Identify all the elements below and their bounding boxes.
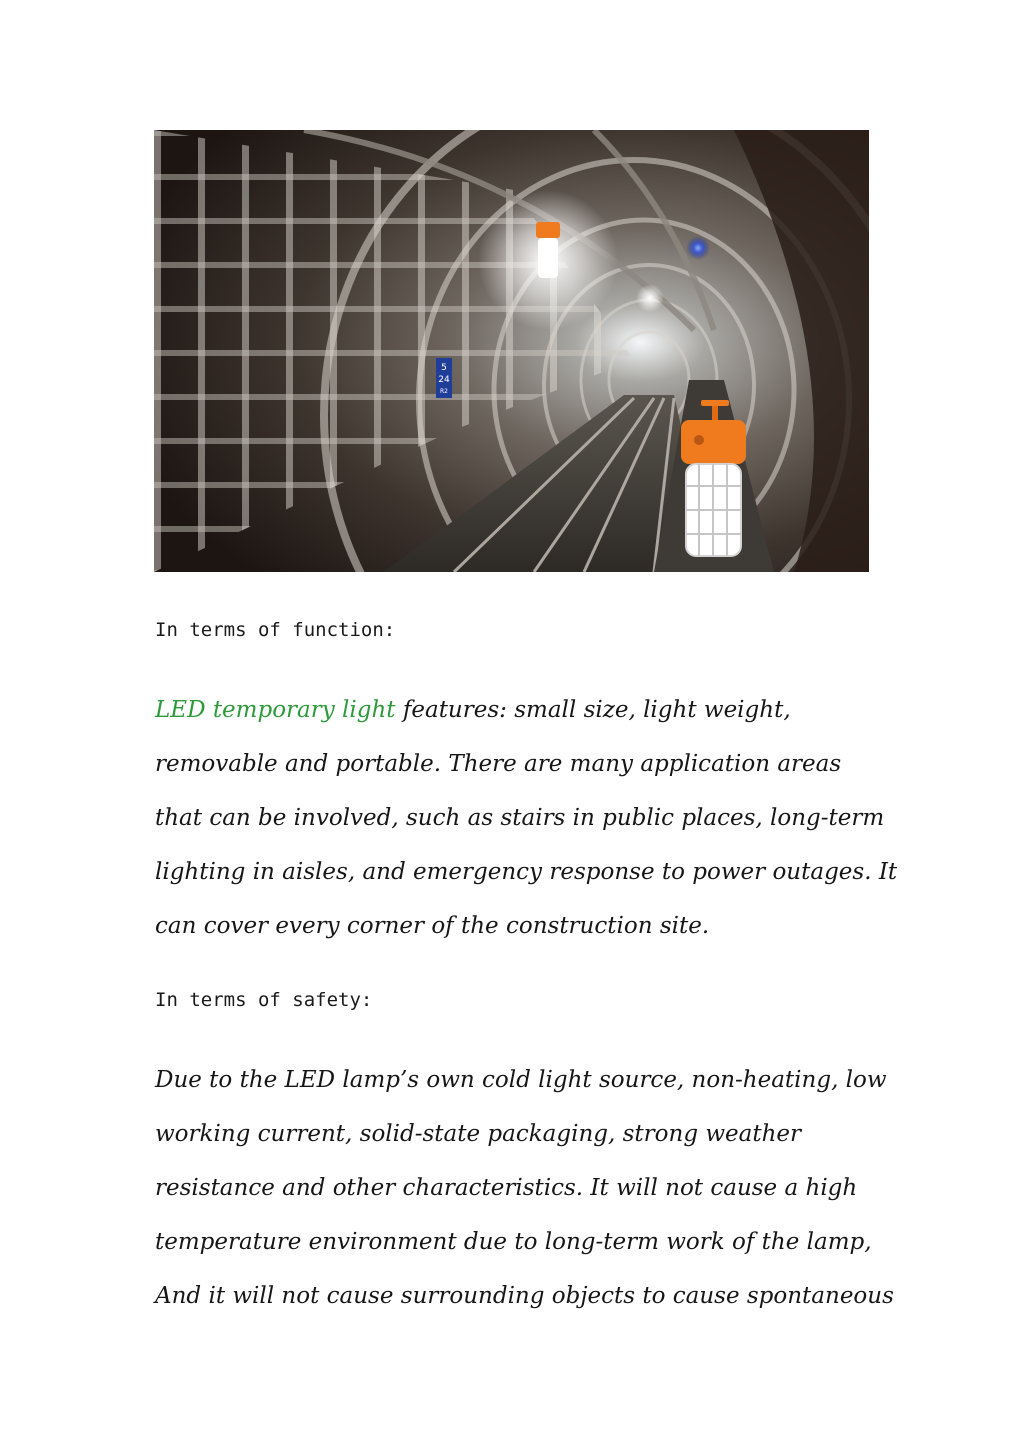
function-paragraph <box>155 683 898 953</box>
function-line-4: lighting in aisles, and emergency response to power outages. It <box>155 859 898 885</box>
sign-number-top: 5 <box>441 363 447 373</box>
safety-line-2: working current, solid-state packaging, strong weather <box>155 1121 802 1147</box>
function-heading: In terms of function: <box>155 619 396 641</box>
led-temporary-light-link[interactable]: LED temporary light <box>155 697 396 723</box>
hanging-lamp-icon <box>536 222 560 278</box>
safety-heading: In terms of safety: <box>155 989 373 1011</box>
work-lamp-icon <box>681 400 746 556</box>
safety-line-1: Due to the LED lamp’s own cold light source, non-heating, low <box>155 1067 887 1093</box>
function-line-5: can cover every corner of the construction site. <box>155 913 710 939</box>
function-line-2: removable and portable. There are many application areas <box>155 751 842 777</box>
safety-line-3: resistance and other characteristics. It will not cause a high <box>155 1175 858 1201</box>
function-line-3: that can be involved, such as stairs in public places, long-term <box>155 805 885 831</box>
function-line-1 <box>155 683 895 737</box>
tunnel-photo <box>154 130 869 572</box>
sign-number-middle: 24 <box>438 375 450 385</box>
safety-line-5: And it will not cause surrounding objects to cause spontaneous <box>155 1283 894 1309</box>
function-line-1-text: features: small size, light weight, <box>395 697 791 723</box>
safety-paragraph <box>155 1053 895 1323</box>
sign-number-bottom: R2 <box>440 388 448 395</box>
safety-line-4: temperature environment due to long-term work of the lamp, <box>155 1229 872 1255</box>
